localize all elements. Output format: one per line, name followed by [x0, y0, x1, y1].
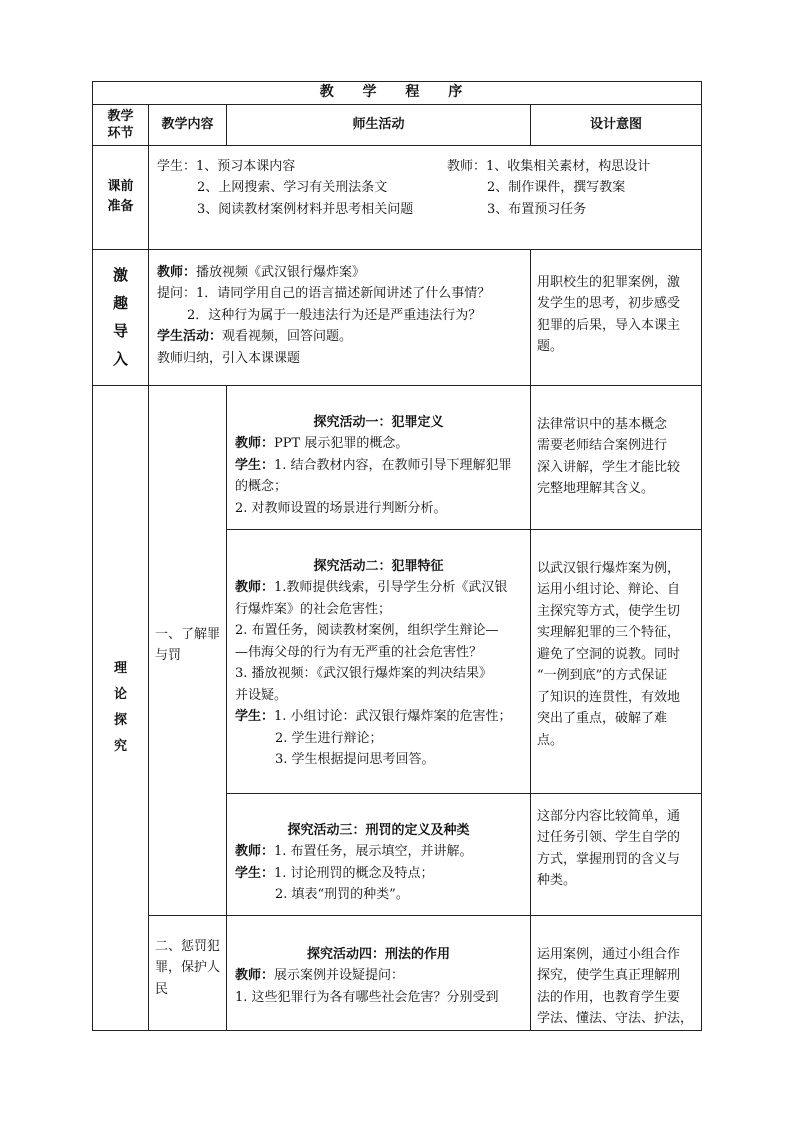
intent-line: 避免了空洞的说教。同时 — [537, 646, 681, 662]
intent-line: 深入讲解，学生才能比较 — [537, 459, 681, 475]
activity-1-intent — [531, 385, 702, 529]
content-2-line: 罪，保护人 — [155, 960, 221, 975]
theory-content-1 — [149, 385, 227, 915]
activity-3-student-text: 2. 填表“刑罚的种类”。 — [275, 887, 409, 902]
prep-student-list — [157, 156, 447, 221]
activity-1-student-text: 的概念； — [235, 479, 288, 494]
intent-line: 用职校生的犯罪案例，激 — [537, 274, 681, 290]
title-row — [93, 82, 702, 105]
activity-3-title: 探究活动三：刑罚的定义及种类 — [287, 822, 470, 838]
student-label: 学生： — [235, 457, 275, 473]
activity-3-teacher-text: 1. 布置任务，展示填空，并讲解。 — [274, 844, 473, 859]
intro-stage-label: 激 趣 导 入 — [93, 249, 149, 385]
intent-line: 题。 — [537, 339, 564, 354]
activity-2-teacher-text: —伟海父母的行为有无严重的社会危害性？ — [235, 644, 483, 660]
intent-line: 了知识的连贯性，有效地 — [537, 689, 681, 705]
intent-line: 点。 — [537, 732, 564, 748]
activity-1-title: 探究活动一：犯罪定义 — [313, 414, 444, 430]
activity-2-student-text: 1. 小组讨论：武汉银行爆炸案的危害性； — [274, 709, 512, 724]
content-1-line: 与罚 — [155, 648, 182, 663]
intent-line: 需要老师结合案例进行 — [537, 438, 668, 453]
theory-stage-label: 理 论 探 究 — [93, 385, 149, 1030]
intro-question-1: 提问：1．请同学用自己的语言描述新闻讲述了什么事情？ — [157, 286, 491, 301]
intro-student-text: 观看视频，回答问题。 — [222, 329, 353, 344]
student-label: 学生： — [235, 709, 275, 724]
intent-line: 种类。 — [537, 873, 577, 888]
intro-intent — [531, 249, 702, 385]
intro-activity — [149, 249, 531, 385]
intent-line: 方式，掌握刑罚的含义与 — [537, 851, 681, 867]
intent-line: 以武汉银行爆炸案为例， — [537, 560, 681, 576]
activity-4-teacher-text: 1. 这些犯罪行为各有哪些社会危害？分别受到 — [235, 989, 499, 1005]
intent-line: 法律常识中的基本概念 — [537, 416, 668, 432]
header-row — [93, 104, 702, 145]
theory-content-2 — [149, 915, 227, 1030]
intent-line: 运用案例，通过小组合作 — [537, 946, 681, 962]
activity-2-title: 探究活动二：犯罪特征 — [313, 558, 444, 574]
theory-act4-row — [93, 915, 702, 1030]
intent-line: 这部分内容比较简单，通 — [537, 808, 681, 824]
header-content: 教学内容 — [149, 104, 227, 145]
student-label: 学生： — [235, 865, 275, 881]
teacher-label: 教师： — [235, 580, 275, 595]
intent-line: 法的作用，也教育学生要 — [537, 989, 681, 1005]
prep-content — [149, 145, 702, 249]
intent-line: 完整地理解其含义。 — [537, 481, 655, 496]
theory-act1-row — [93, 385, 702, 529]
intent-line: 过任务引领、学生自学的 — [537, 830, 681, 845]
activity-2-student-text: 2. 学生进行辩论； — [275, 730, 383, 746]
activity-4-intent — [531, 915, 702, 1030]
prep-student-line: 学生：1、预习本课内容 — [157, 158, 296, 174]
intro-question-2: 2．这种行为属于一般违法行为还是严重违法行为？ — [187, 307, 482, 323]
content-2-line: 二、惩罚犯 — [155, 938, 221, 954]
activity-3-intent — [531, 793, 702, 915]
teaching-procedure-table — [92, 81, 702, 1031]
intent-line: 实理解犯罪的三个特征， — [537, 625, 681, 640]
teacher-label: 教师： — [235, 436, 275, 451]
prep-stage-label: 课前 准备 — [93, 145, 149, 249]
header-stage: 教学 环节 — [93, 104, 149, 145]
activity-2 — [227, 529, 531, 793]
content-2-line: 民 — [155, 981, 169, 997]
prep-teacher-list — [447, 156, 650, 221]
activity-2-teacher-text: 1.教师提供线索，引导学生分析《武汉银 — [274, 580, 508, 595]
intent-line: 突出了重点，破解了难 — [537, 711, 668, 726]
teacher-label: 教师： — [235, 844, 275, 859]
table-title: 教 学 程 序 — [93, 82, 702, 105]
activity-2-teacher-text: 行爆炸案》的社会危害性； — [235, 601, 392, 617]
intent-line: 探究，使学生真正理解刑 — [537, 968, 681, 983]
activity-2-teacher-text: 3. 播放视频：《武汉银行爆炸案的判决结果》 — [235, 666, 493, 681]
prep-student-line: 2、上网搜索、学习有关刑法条文 — [197, 180, 388, 195]
intent-line: 犯罪的后果，导入本课主 — [537, 317, 681, 333]
header-intent: 设计意图 — [531, 104, 702, 145]
activity-2-teacher-text: 2. 布置任务，阅读教材案例，组织学生辩论— — [235, 623, 499, 638]
prep-student-line: 3、阅读教材案例材料并思考相关问题 — [197, 201, 414, 217]
activity-3-student-text: 1. 讨论刑罚的概念及特点； — [274, 865, 434, 881]
activity-2-student-text: 3. 学生根据提问思考回答。 — [275, 752, 435, 767]
prep-row — [93, 145, 702, 249]
activity-1 — [227, 385, 531, 529]
activity-4 — [227, 915, 531, 1030]
activity-1-teacher-text: PPT 展示犯罪的概念。 — [274, 436, 409, 451]
prep-teacher-line: 2、制作课件，撰写教案 — [487, 180, 626, 195]
content-1-line: 一、了解罪 — [155, 626, 221, 642]
intro-teacher-text: 播放视频《武汉银行爆炸案》 — [196, 264, 366, 280]
activity-1-student-text: 1. 结合教材内容，在教师引导下理解犯罪 — [274, 457, 512, 473]
activity-2-intent — [531, 529, 702, 793]
header-activity: 师生活动 — [227, 104, 531, 145]
intent-line: 运用小组讨论、辩论、自 — [537, 582, 681, 597]
prep-teacher-line: 3、布置预习任务 — [487, 201, 587, 217]
intent-line: 发学生的思考，初步感受 — [537, 296, 681, 311]
intro-summary: 教师归纳，引入本课课题 — [157, 350, 301, 366]
intent-line: “一例到底”的方式保证 — [537, 668, 668, 683]
teacher-label: 教师： — [235, 968, 275, 983]
prep-teacher-line: 教师：1、收集相关素材，构思设计 — [447, 158, 651, 174]
teacher-label: 教师： — [157, 264, 197, 280]
activity-3 — [227, 793, 531, 915]
intro-row — [93, 249, 702, 385]
activity-4-title: 探究活动四：刑法的作用 — [306, 946, 450, 962]
activity-1-student-text: 2. 对教师设置的场景进行判断分析。 — [235, 500, 447, 516]
activity-4-teacher-text: 展示案例并设疑提问： — [274, 968, 405, 983]
lesson-plan-page — [92, 81, 701, 1031]
activity-2-teacher-text: 并设疑。 — [235, 687, 288, 703]
intent-line: 学法、懂法、守法、护法， — [537, 1011, 694, 1026]
student-activity-label: 学生活动： — [157, 329, 223, 344]
intent-line: 主探究等方式，使学生切 — [537, 603, 681, 619]
